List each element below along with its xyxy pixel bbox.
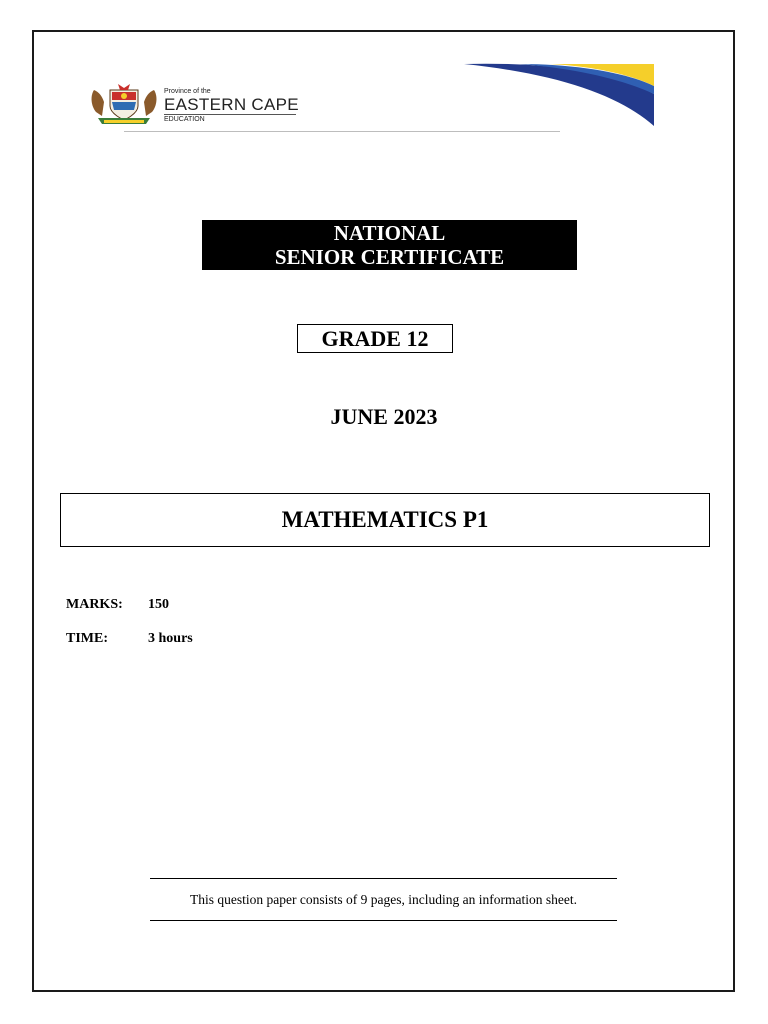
time-label: TIME: [66, 631, 108, 646]
logo-wordmark [164, 88, 299, 123]
logo-name-text: EASTERN CAPE [164, 95, 299, 114]
grade-box: GRADE 12 [297, 324, 453, 353]
marks-value: 150 [148, 597, 169, 612]
marks-row [66, 597, 169, 613]
logo-department-text: EDUCATION [164, 116, 205, 123]
logo-province-text: Province of the [164, 88, 211, 95]
footer-rule-bottom [150, 920, 617, 921]
marks-label: MARKS: [66, 597, 123, 612]
brand-swoosh-graphic [460, 60, 656, 130]
header-divider [124, 131, 560, 132]
banner-line-1: NATIONAL [333, 221, 446, 245]
coat-of-arms-icon [88, 82, 160, 126]
exam-date: JUNE 2023 [330, 404, 438, 429]
page-count-note: This question paper consists of 9 pages, including an information sheet. [190, 892, 577, 907]
time-row [66, 631, 193, 647]
eastern-cape-logo [88, 82, 308, 128]
footer-rule-top [150, 878, 617, 879]
subject-title: MATHEMATICS P1 [60, 493, 710, 547]
banner-line-2: SENIOR CERTIFICATE [274, 245, 505, 269]
logo-underline [164, 114, 296, 115]
certificate-banner [202, 220, 577, 270]
time-value: 3 hours [148, 631, 193, 646]
